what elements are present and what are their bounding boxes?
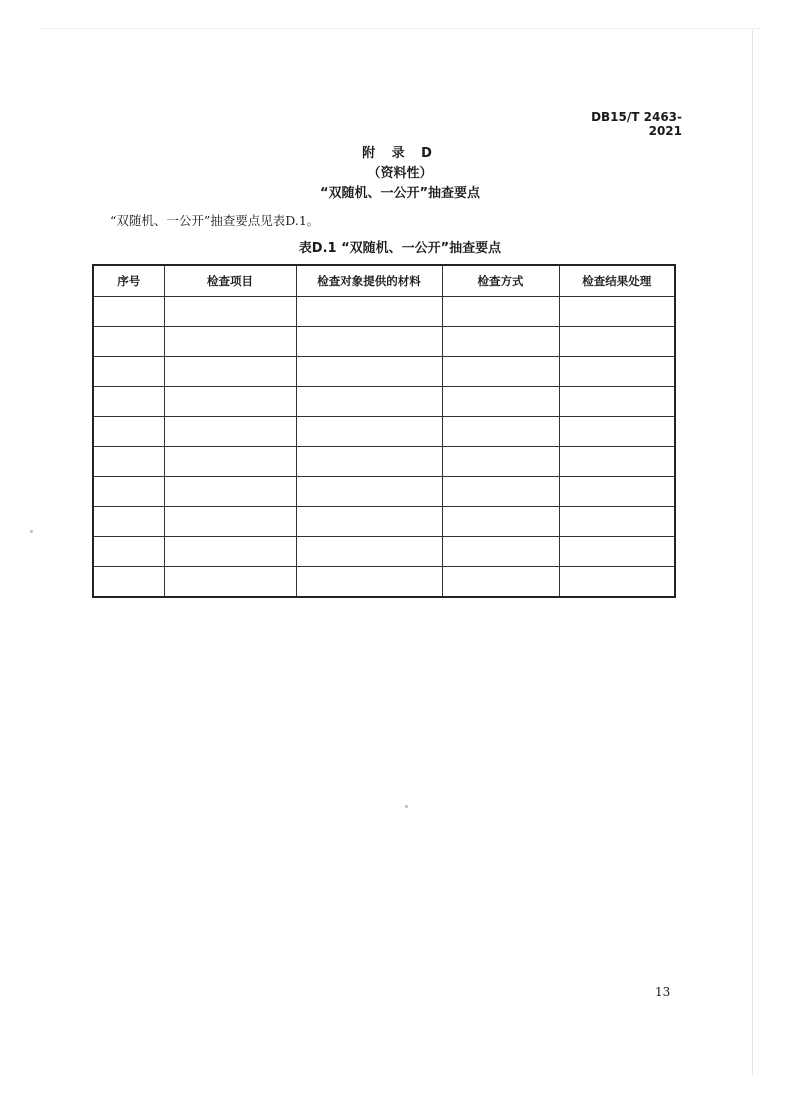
table-cell [164, 477, 296, 507]
column-header-result: 检查结果处理 [559, 265, 675, 297]
column-header-method: 检查方式 [442, 265, 559, 297]
inspection-points-table [92, 264, 676, 598]
table-cell [442, 537, 559, 567]
table-cell [442, 417, 559, 447]
table-row [93, 417, 675, 447]
table-cell [296, 357, 442, 387]
table-cell [164, 537, 296, 567]
table-cell [93, 567, 164, 598]
table-row [93, 477, 675, 507]
table-cell [164, 297, 296, 327]
table-cell [93, 507, 164, 537]
table-cell [93, 387, 164, 417]
table-row [93, 297, 675, 327]
table-row [93, 387, 675, 417]
table-cell [164, 327, 296, 357]
table-cell [559, 447, 675, 477]
table-cell [93, 537, 164, 567]
table-cell [442, 567, 559, 598]
table-row [93, 507, 675, 537]
table-cell [442, 447, 559, 477]
table-cell [559, 387, 675, 417]
table-cell [296, 327, 442, 357]
table-header-row [93, 265, 675, 297]
table-cell [93, 357, 164, 387]
table-cell [296, 537, 442, 567]
table-body [93, 297, 675, 598]
appendix-title: 附 录 D [362, 146, 438, 161]
table-row [93, 567, 675, 598]
table-cell [296, 477, 442, 507]
table-row [93, 537, 675, 567]
column-header-item: 检查项目 [164, 265, 296, 297]
table-row [93, 357, 675, 387]
table-cell [93, 477, 164, 507]
table-caption: 表D.1 “双随机、一公开”抽查要点 [298, 241, 502, 256]
table-cell [442, 477, 559, 507]
table-cell [164, 567, 296, 598]
scan-speck [405, 805, 408, 808]
column-header-materials: 检查对象提供的材料 [296, 265, 442, 297]
table-cell [559, 477, 675, 507]
table-cell [442, 297, 559, 327]
table-cell [559, 297, 675, 327]
table-cell [442, 387, 559, 417]
table-cell [296, 447, 442, 477]
appendix-nature: （资料性） [367, 166, 433, 181]
table-cell [164, 447, 296, 477]
table-cell [296, 567, 442, 598]
table-cell [296, 387, 442, 417]
table-cell [296, 417, 442, 447]
table-cell [93, 297, 164, 327]
table-cell [559, 537, 675, 567]
scan-edge-top [40, 28, 760, 29]
table-cell [164, 507, 296, 537]
table-cell [559, 507, 675, 537]
intro-paragraph: “双随机、一公开”抽查要点见表D.1。 [110, 213, 320, 228]
table-cell [164, 417, 296, 447]
column-header-serial: 序号 [93, 265, 164, 297]
table-cell [442, 327, 559, 357]
document-code: DB15/T 2463-2021 [591, 110, 682, 138]
table-cell [559, 567, 675, 598]
table-cell [559, 327, 675, 357]
table-cell [164, 387, 296, 417]
table-row [93, 327, 675, 357]
table-cell [296, 507, 442, 537]
table-cell [93, 447, 164, 477]
page-number: 13 [655, 985, 671, 999]
table-cell [296, 297, 442, 327]
table-cell [93, 417, 164, 447]
table-cell [93, 327, 164, 357]
table-cell [559, 357, 675, 387]
table-row [93, 447, 675, 477]
table-cell [442, 507, 559, 537]
table-cell [442, 357, 559, 387]
appendix-heading: “双随机、一公开”抽查要点 [319, 186, 481, 201]
table-cell [559, 417, 675, 447]
table-cell [164, 357, 296, 387]
scan-speck [30, 530, 33, 533]
